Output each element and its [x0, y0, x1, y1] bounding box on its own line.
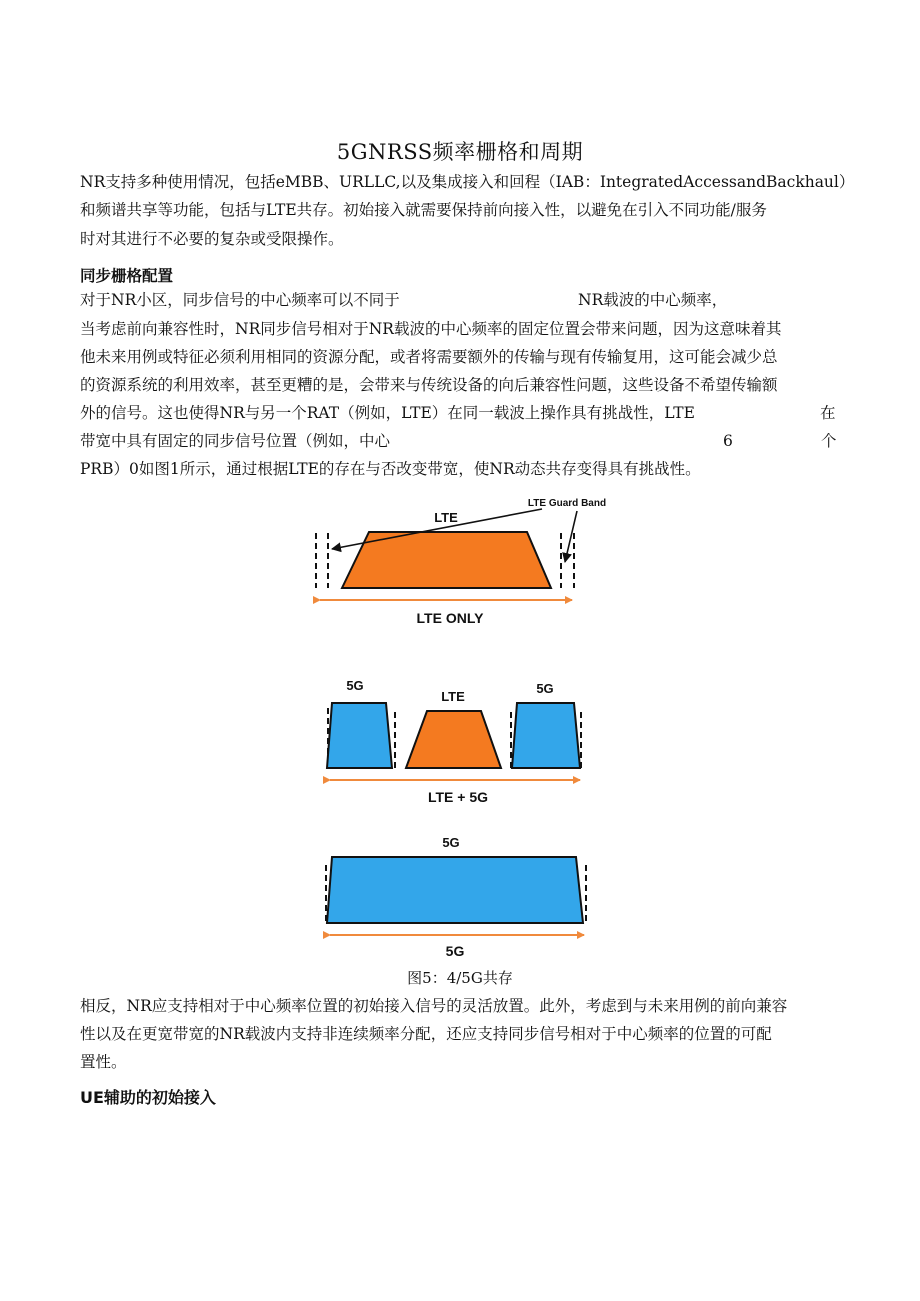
lte-only-caption: LTE ONLY [416, 610, 484, 626]
body-line-1-right: NR载波的中心频率， [578, 291, 728, 309]
figure-caption: 图5：4/5G共存 [407, 969, 513, 987]
intro-line-3: 时对其进行不必要的复杂或受限操作。 [80, 230, 344, 248]
guard-pointer-right [565, 511, 577, 562]
nr-block-left [327, 703, 392, 768]
body-line-4: 的资源系统的利用效率，甚至更糟的是，会带来与传统设备的向后兼容性问题，这些设备不希望传输额 [80, 376, 778, 394]
body-line-1-left: 对于NR小区，同步信号的中心频率可以不同于 [80, 291, 400, 309]
5g-caption: 5G [445, 943, 465, 959]
body-line-5: 外的信号。这也使得NR与另一个RAT（例如，LTE）在同一载波上操作具有挑战性，LTE [80, 404, 695, 422]
lte-block-label: LTE [434, 510, 458, 525]
nr-block-full [327, 857, 583, 923]
after-line-2: 性以及在更宽带宽的NR载波内支持非连续频率分配，还应支持同步信号相对于中心频率的位置的可配 [80, 1025, 772, 1043]
section-heading-ue-assisted [80, 1085, 216, 1108]
section-heading-ue-assisted-text: UE辅助的初始接入 [80, 1088, 216, 1107]
lte-block-mid [406, 711, 501, 768]
panel-lte-plus-5g [327, 678, 581, 805]
body-line-6-mid: 6 [723, 432, 733, 450]
body-line-5-end: 在 [820, 404, 836, 422]
body-line-6-end: 个 [821, 432, 837, 450]
body-line-6-left: 带宽中具有固定的同步信号位置（例如，中心 [80, 432, 391, 450]
page-title: 5GNRSS频率栅格和周期 [336, 140, 584, 164]
intro-line-1: NR支持多种使用情况，包括eMBB、URLLC,以及集成接入和回程（IAB：IntegratedAccessandBackhaul） [80, 173, 855, 191]
after-line-1: 相反，NR应支持相对于中心频率位置的初始接入信号的灵活放置。此外，考虑到与未来用例的前向兼容 [80, 997, 788, 1015]
nr-block-right [512, 703, 580, 768]
lte-mid-label: LTE [441, 689, 465, 704]
section-heading-sync-raster: 同步栅格配置 [80, 267, 174, 285]
panel-lte-only [316, 498, 606, 626]
body-line-3: 他未来用例或特征必须利用相同的资源分配，或者将需要额外的传输与现有传输复用，这可能会减少总 [80, 348, 778, 366]
nr-right-label: 5G [536, 681, 554, 696]
nr-left-label: 5G [346, 678, 364, 693]
coexistence-figure [300, 490, 620, 960]
guard-band-label: LTE Guard Band [527, 498, 607, 509]
panel-5g-only [326, 835, 586, 959]
intro-line-2: 和频谱共享等功能，包括与LTE共存。初始接入就需要保持前向接入性，以避免在引入不同功能/服务 [80, 201, 767, 219]
lte-5g-caption: LTE + 5G [427, 789, 489, 805]
body-line-7: PRB）0如图1所示，通过根据LTE的存在与否改变带宽，使NR动态共存变得具有挑战性。 [80, 460, 701, 478]
after-line-3: 置性。 [80, 1053, 127, 1071]
body-line-2: 当考虑前向兼容性时，NR同步信号相对于NR载波的中心频率的固定位置会带来问题，因为这意味着其 [80, 320, 782, 338]
nr-full-label: 5G [442, 835, 460, 850]
